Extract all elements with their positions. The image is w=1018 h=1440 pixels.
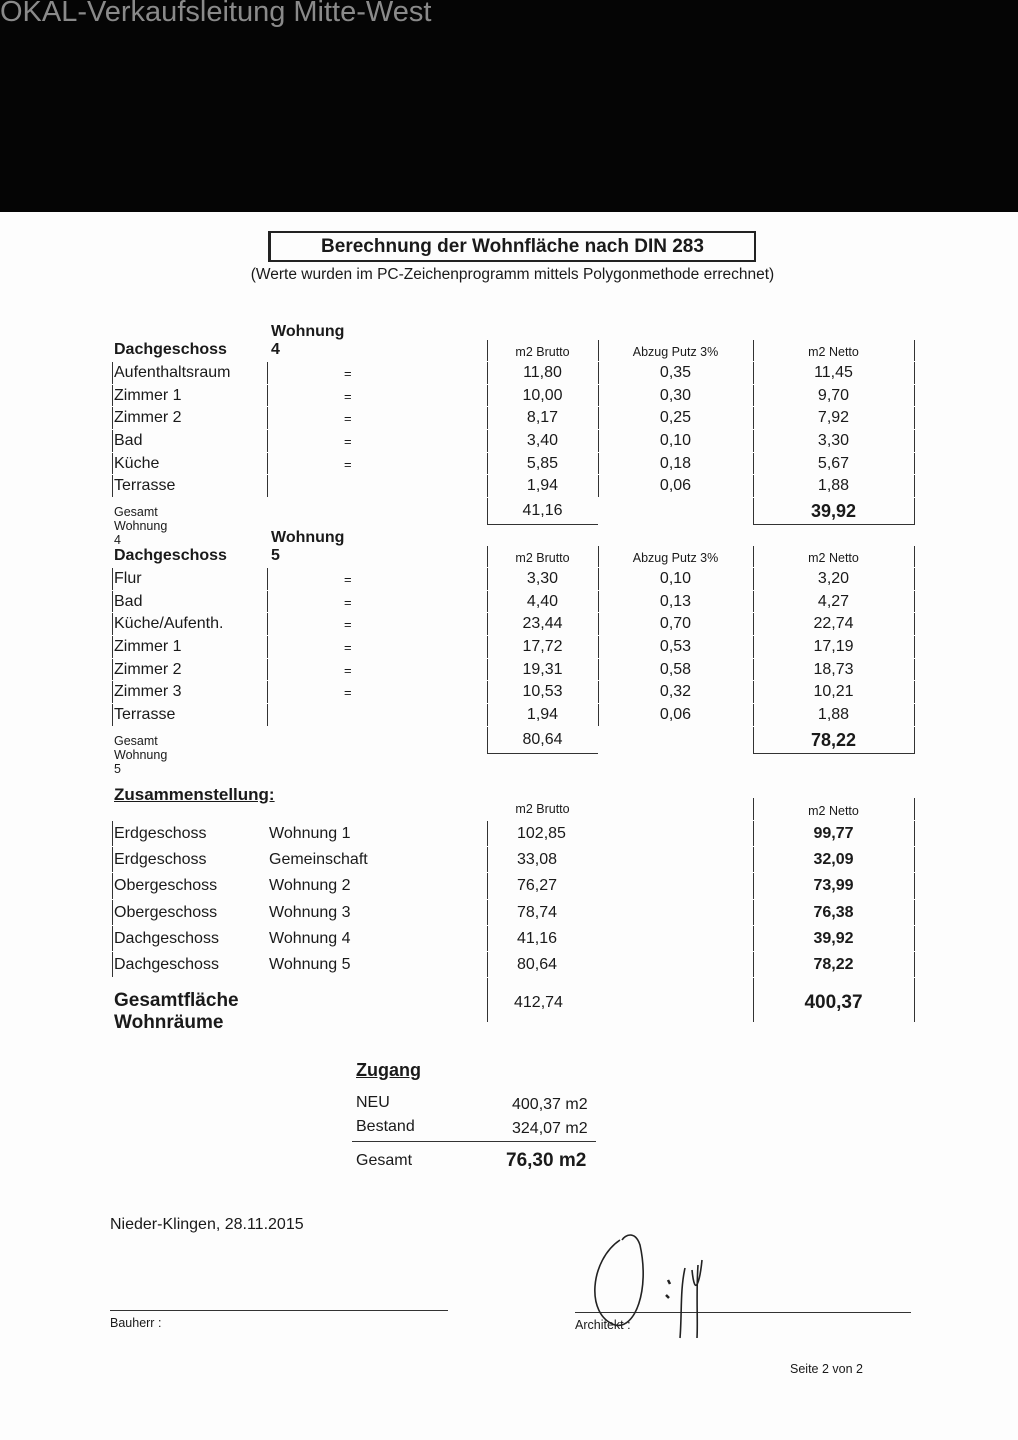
- floor-name: Erdgeschoss: [114, 851, 207, 869]
- brutto-header: m2 Brutto: [515, 345, 570, 359]
- netto-value: 73,99: [813, 877, 854, 895]
- bauherr-signature-line: [110, 1310, 448, 1311]
- column-divider: [267, 613, 268, 635]
- total-label: Gesamt Wohnung 5: [114, 733, 168, 776]
- floor-name: Dachgeschoss: [114, 929, 219, 947]
- total-box-bottom: [753, 753, 914, 754]
- room-name: Terrasse: [114, 706, 176, 724]
- column-divider: [753, 926, 754, 951]
- column-divider: [267, 362, 268, 384]
- brutto-value: 23,44: [522, 615, 563, 633]
- column-divider: [753, 568, 754, 590]
- abzug-value: 0,25: [659, 409, 692, 427]
- column-divider: [112, 362, 113, 384]
- column-divider: [914, 847, 915, 872]
- abzug-value: 0,35: [659, 364, 692, 381]
- zugang-gesamt-label: Gesamt: [356, 1152, 413, 1169]
- column-divider: [267, 636, 268, 658]
- column-divider: [753, 900, 754, 925]
- unit-name: Wohnung 1: [269, 825, 351, 842]
- column-divider: [112, 430, 113, 452]
- column-divider: [112, 873, 113, 898]
- column-divider: [598, 407, 599, 429]
- floor-name: Obergeschoss: [114, 903, 218, 921]
- column-divider: [487, 475, 488, 497]
- column-divider: [112, 681, 113, 703]
- column-divider: [112, 659, 113, 681]
- column-divider: [914, 952, 915, 977]
- column-divider: [112, 704, 113, 726]
- column-divider: [112, 847, 113, 872]
- netto-value: 4,27: [817, 592, 850, 610]
- column-divider: [112, 926, 113, 951]
- room-name: Bad: [114, 592, 143, 610]
- column-divider: [487, 900, 488, 925]
- column-divider: [753, 385, 754, 407]
- zugang-gesamt-value: 76,30 m2: [506, 1150, 587, 1171]
- netto-value: 1,88: [817, 706, 850, 724]
- column-divider: [487, 659, 488, 681]
- column-divider: [112, 385, 113, 407]
- column-divider: [487, 926, 488, 951]
- room-name: Zimmer 3: [114, 683, 182, 701]
- abzug-value: 0,18: [659, 454, 692, 472]
- column-divider: [112, 475, 113, 497]
- column-divider: [267, 659, 268, 681]
- column-divider: [753, 498, 754, 525]
- column-divider: [914, 568, 915, 590]
- netto-value: 1,88: [817, 477, 850, 495]
- column-divider: [598, 659, 599, 681]
- netto-value: 5,67: [817, 454, 850, 472]
- brutto-value: 102,85: [517, 825, 566, 842]
- column-divider: [598, 568, 599, 590]
- brutto-value: 76,27: [517, 877, 558, 895]
- document-subtitle: (Werte wurden im PC-Zeichenprogramm mittels Polygonmethode errechnet): [250, 266, 775, 283]
- abzug-value: 0,30: [659, 386, 692, 404]
- equals-sign: =: [344, 685, 352, 701]
- column-divider: [753, 613, 754, 635]
- column-divider: [914, 546, 915, 567]
- zugang-title: Zugang: [356, 1060, 421, 1080]
- column-divider: [914, 636, 915, 658]
- abzug-header: Abzug Putz 3%: [632, 551, 719, 565]
- column-divider: [487, 681, 488, 703]
- column-divider: [914, 498, 915, 525]
- column-divider: [112, 613, 113, 635]
- zugang-divider: [352, 1141, 596, 1142]
- column-divider: [753, 821, 754, 846]
- total-label: Gesamt Wohnung 4: [114, 505, 168, 548]
- column-divider: [598, 591, 599, 613]
- column-divider: [487, 952, 488, 977]
- floor-label: Dachgeschoss: [114, 341, 227, 358]
- room-name: Zimmer 2: [114, 409, 182, 427]
- column-divider: [914, 659, 915, 681]
- total-box-bottom: [487, 753, 598, 754]
- zugang-bestand-value: 324,07 m2: [512, 1120, 588, 1137]
- column-divider: [267, 407, 268, 429]
- brutto-value: 4,40: [526, 592, 559, 610]
- column-divider: [598, 430, 599, 452]
- equals-sign: =: [344, 662, 352, 678]
- equals-sign: =: [344, 388, 352, 404]
- netto-value: 18,73: [813, 660, 854, 678]
- column-divider: [753, 704, 754, 726]
- netto-value: 76,38: [813, 903, 854, 921]
- netto-value: 39,92: [813, 929, 854, 947]
- column-divider: [598, 704, 599, 726]
- abzug-value: 0,13: [659, 592, 692, 610]
- unit-name: Wohnung 2: [269, 877, 351, 895]
- column-divider: [267, 681, 268, 703]
- abzug-header: Abzug Putz 3%: [632, 345, 719, 359]
- column-divider: [487, 430, 488, 452]
- column-divider: [753, 475, 754, 497]
- column-divider: [487, 453, 488, 475]
- column-divider: [914, 978, 915, 1022]
- brutto-value: 8,17: [526, 409, 559, 427]
- column-divider: [487, 362, 488, 384]
- column-divider: [753, 407, 754, 429]
- brutto-header: m2 Brutto: [515, 551, 570, 565]
- total-box-bottom: [753, 524, 914, 525]
- column-divider: [598, 636, 599, 658]
- column-divider: [914, 430, 915, 452]
- column-divider: [267, 475, 268, 497]
- room-name: Zimmer 2: [114, 660, 182, 678]
- column-divider: [112, 407, 113, 429]
- column-divider: [487, 591, 488, 613]
- column-divider: [914, 613, 915, 635]
- architect-signature: [580, 1220, 720, 1345]
- column-divider: [753, 546, 754, 567]
- column-divider: [753, 798, 754, 820]
- column-divider: [914, 475, 915, 497]
- netto-value: 22,74: [813, 615, 854, 633]
- column-divider: [487, 873, 488, 898]
- zugang-bestand-label: Bestand: [356, 1118, 415, 1135]
- column-divider: [753, 362, 754, 384]
- column-divider: [267, 453, 268, 475]
- column-divider: [487, 727, 488, 754]
- brutto-value: 33,08: [517, 851, 558, 869]
- room-name: Küche/Aufenth.: [114, 615, 224, 633]
- floor-name: Obergeschoss: [114, 877, 218, 895]
- column-divider: [914, 681, 915, 703]
- zugang-neu-label: NEU: [356, 1094, 390, 1111]
- column-divider: [753, 659, 754, 681]
- netto-value: 3,20: [817, 570, 850, 587]
- column-divider: [914, 453, 915, 475]
- netto-header: m2 Netto: [808, 804, 859, 818]
- column-divider: [914, 340, 915, 361]
- column-divider: [112, 900, 113, 925]
- column-divider: [112, 453, 113, 475]
- total-netto: 39,92: [810, 501, 857, 522]
- column-divider: [112, 952, 113, 977]
- column-divider: [487, 978, 488, 1022]
- column-divider: [914, 727, 915, 754]
- room-name: Aufenthaltsraum: [114, 364, 231, 381]
- summary-total-brutto: 412,74: [514, 994, 563, 1012]
- column-divider: [487, 821, 488, 846]
- column-divider: [914, 591, 915, 613]
- column-divider: [753, 727, 754, 754]
- brutto-value: 1,94: [526, 477, 559, 495]
- equals-sign: =: [344, 411, 352, 427]
- equals-sign: =: [344, 434, 352, 450]
- equals-sign: =: [344, 366, 352, 381]
- column-divider: [753, 847, 754, 872]
- column-divider: [753, 591, 754, 613]
- netto-value: 17,19: [813, 638, 854, 656]
- equals-sign: =: [344, 594, 352, 610]
- column-divider: [753, 873, 754, 898]
- column-divider: [487, 498, 488, 525]
- netto-value: 11,45: [814, 364, 853, 381]
- column-divider: [487, 847, 488, 872]
- floor-name: Erdgeschoss: [114, 825, 207, 842]
- netto-value: 99,77: [813, 825, 854, 842]
- column-divider: [753, 636, 754, 658]
- equals-sign: =: [344, 640, 352, 656]
- equals-sign: =: [344, 572, 352, 587]
- netto-value: 9,70: [817, 386, 850, 404]
- column-divider: [267, 591, 268, 613]
- netto-header: m2 Netto: [808, 551, 859, 565]
- column-divider: [914, 407, 915, 429]
- equals-sign: =: [344, 456, 352, 472]
- column-divider: [914, 900, 915, 925]
- netto-value: 3,30: [817, 432, 850, 450]
- column-divider: [753, 430, 754, 452]
- column-divider: [487, 613, 488, 635]
- column-divider: [753, 340, 754, 361]
- column-divider: [598, 385, 599, 407]
- column-divider: [598, 340, 599, 361]
- document-title: Berechnung der Wohnfläche nach DIN 283: [268, 231, 756, 262]
- brutto-value: 17,72: [522, 638, 563, 656]
- column-divider: [914, 362, 915, 384]
- column-divider: [487, 546, 488, 567]
- total-brutto: 80,64: [522, 730, 563, 748]
- column-divider: [267, 430, 268, 452]
- abzug-value: 0,10: [659, 432, 692, 450]
- letterhead-text: OKAL-Verkaufsleitung Mitte-West: [0, 0, 432, 28]
- netto-value: 7,92: [817, 409, 850, 427]
- column-divider: [753, 978, 754, 1022]
- total-box-bottom: [487, 524, 598, 525]
- column-divider: [914, 385, 915, 407]
- brutto-value: 10,00: [522, 386, 563, 404]
- floor-name: Dachgeschoss: [114, 955, 219, 973]
- abzug-value: 0,32: [659, 683, 692, 701]
- room-name: Flur: [114, 570, 142, 587]
- brutto-value: 41,16: [517, 929, 558, 947]
- brutto-value: 1,94: [526, 706, 559, 724]
- netto-value: 10,21: [813, 683, 854, 701]
- total-brutto: 41,16: [522, 502, 563, 520]
- brutto-value: 19,31: [522, 660, 563, 678]
- brutto-value: 78,74: [517, 903, 558, 921]
- column-divider: [598, 475, 599, 497]
- abzug-value: 0,06: [659, 477, 692, 495]
- column-divider: [914, 926, 915, 951]
- column-divider: [487, 340, 488, 361]
- column-divider: [267, 385, 268, 407]
- column-divider: [598, 613, 599, 635]
- brutto-header: m2 Brutto: [515, 802, 570, 816]
- unit-name: Gemeinschaft: [269, 851, 368, 869]
- unit-name: Wohnung 5: [269, 955, 351, 973]
- equals-sign: =: [344, 617, 352, 633]
- column-divider: [487, 385, 488, 407]
- column-divider: [112, 821, 113, 846]
- column-divider: [112, 568, 113, 590]
- room-name: Küche: [114, 454, 160, 472]
- column-divider: [598, 362, 599, 384]
- brutto-value: 80,64: [517, 955, 558, 973]
- brutto-value: 11,80: [523, 364, 562, 381]
- unit-label: Wohnung 5: [271, 529, 345, 564]
- column-divider: [914, 798, 915, 820]
- place-date: Nieder-Klingen, 28.11.2015: [110, 1216, 304, 1233]
- abzug-value: 0,70: [659, 615, 692, 633]
- summary-total-label: Gesamtfläche Wohnräume: [114, 990, 239, 1034]
- column-divider: [914, 704, 915, 726]
- column-divider: [753, 453, 754, 475]
- room-name: Zimmer 1: [114, 386, 182, 404]
- brutto-value: 3,30: [526, 570, 559, 587]
- column-divider: [598, 453, 599, 475]
- redaction-block: [0, 0, 1018, 212]
- total-netto: 78,22: [810, 729, 857, 750]
- column-divider: [753, 952, 754, 977]
- brutto-value: 3,40: [526, 432, 559, 450]
- unit-name: Wohnung 3: [269, 903, 351, 921]
- column-divider: [487, 568, 488, 590]
- room-name: Zimmer 1: [114, 638, 182, 656]
- netto-value: 32,09: [813, 851, 854, 869]
- page-number: Seite 2 von 2: [790, 1362, 863, 1376]
- unit-name: Wohnung 4: [269, 929, 351, 947]
- netto-header: m2 Netto: [808, 345, 859, 359]
- summary-total-netto: 400,37: [804, 992, 863, 1014]
- room-name: Bad: [114, 432, 143, 450]
- column-divider: [753, 681, 754, 703]
- column-divider: [598, 681, 599, 703]
- abzug-value: 0,53: [659, 638, 692, 656]
- brutto-value: 10,53: [522, 683, 563, 701]
- summary-title: Zusammenstellung:: [114, 785, 275, 804]
- floor-label: Dachgeschoss: [114, 547, 227, 564]
- netto-value: 78,22: [813, 955, 854, 973]
- column-divider: [914, 873, 915, 898]
- abzug-value: 0,58: [659, 660, 692, 678]
- column-divider: [112, 636, 113, 658]
- room-name: Terrasse: [114, 477, 176, 495]
- abzug-value: 0,06: [659, 706, 692, 724]
- column-divider: [267, 704, 268, 726]
- abzug-value: 0,10: [659, 570, 692, 587]
- column-divider: [487, 636, 488, 658]
- column-divider: [598, 546, 599, 567]
- column-divider: [267, 568, 268, 590]
- column-divider: [487, 407, 488, 429]
- brutto-value: 5,85: [526, 454, 559, 472]
- column-divider: [487, 704, 488, 726]
- unit-label: Wohnung 4: [271, 323, 345, 358]
- column-divider: [112, 591, 113, 613]
- zugang-neu-value: 400,37 m2: [512, 1096, 588, 1113]
- bauherr-label: Bauherr :: [110, 1316, 162, 1330]
- column-divider: [914, 821, 915, 846]
- architekt-label: Architekt :: [575, 1318, 631, 1332]
